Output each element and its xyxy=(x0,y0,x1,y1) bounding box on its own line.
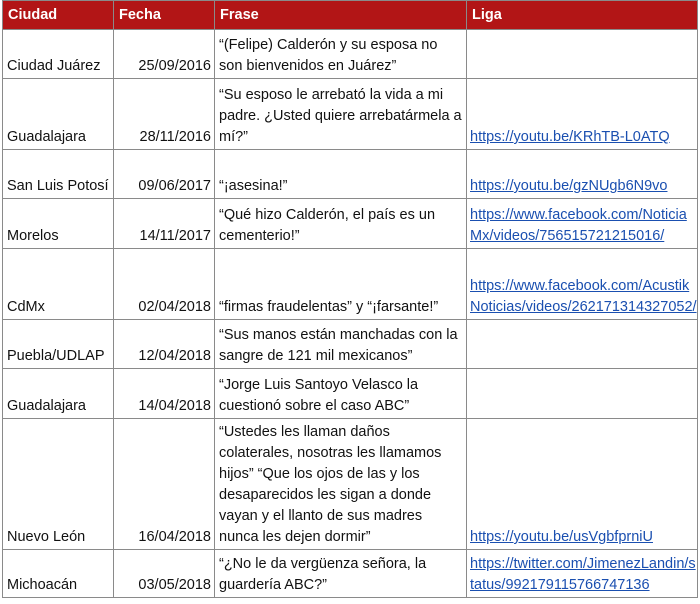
fecha-cell: 14/11/2017 xyxy=(114,199,215,249)
ciudad-cell: CdMx xyxy=(3,249,114,320)
liga-cell xyxy=(467,79,698,150)
liga-cell xyxy=(467,249,698,320)
table-row xyxy=(3,199,698,249)
liga-link[interactable]: https://youtu.be/gzNUgb6N9vo xyxy=(470,178,668,194)
liga-cell xyxy=(467,550,698,598)
liga-link[interactable]: https://youtu.be/KRhTB-L0ATQ xyxy=(470,129,670,145)
fecha-cell: 03/05/2018 xyxy=(114,550,215,598)
liga-link[interactable]: https://twitter.com/JimenezLandin/status/992179115766747136 xyxy=(470,556,696,593)
ciudad-cell: Ciudad Juárez xyxy=(3,30,114,79)
fecha-cell: 02/04/2018 xyxy=(114,249,215,320)
liga-cell xyxy=(467,30,698,79)
table-row xyxy=(3,79,698,150)
liga-link[interactable]: https://www.facebook.com/NoticiaMx/videos/756515721215016/ xyxy=(470,207,687,244)
header-frase: Frase xyxy=(215,1,467,30)
frase-cell: “Qué hizo Calderón, el país es un cementerio!” xyxy=(215,199,467,249)
liga-link[interactable]: https://youtu.be/usVgbfprniU xyxy=(470,529,653,545)
table-row xyxy=(3,550,698,598)
frase-cell: “¡asesina!” xyxy=(215,150,467,199)
table-row xyxy=(3,419,698,550)
header-fecha: Fecha xyxy=(114,1,215,30)
fecha-cell: 25/09/2016 xyxy=(114,30,215,79)
table-row xyxy=(3,320,698,369)
fecha-cell: 14/04/2018 xyxy=(114,369,215,419)
header-row xyxy=(3,1,698,30)
events-table xyxy=(2,0,698,598)
table-row xyxy=(3,150,698,199)
table-row xyxy=(3,30,698,79)
table-row xyxy=(3,249,698,320)
ciudad-cell: Guadalajara xyxy=(3,369,114,419)
frase-cell: “Ustedes les llaman daños colaterales, nosotras les llamamos hijos” “Que los ojos de las y los desaparecidos les sigan a donde vayan y el llanto de sus madres nunca les dejen dormir” xyxy=(215,419,467,550)
liga-cell xyxy=(467,199,698,249)
frase-cell: “Su esposo le arrebató la vida a mi padre. ¿Usted quiere arrebatármela a mí?” xyxy=(215,79,467,150)
frase-cell: “¿No le da vergüenza señora, la guardería ABC?” xyxy=(215,550,467,598)
header-liga: Liga xyxy=(467,1,698,30)
frase-cell: “firmas fraudelentas” y “¡farsante!” xyxy=(215,249,467,320)
liga-cell xyxy=(467,320,698,369)
fecha-cell: 16/04/2018 xyxy=(114,419,215,550)
liga-cell xyxy=(467,369,698,419)
ciudad-cell: Puebla/UDLAP xyxy=(3,320,114,369)
ciudad-cell: Guadalajara xyxy=(3,79,114,150)
frase-cell: “Jorge Luis Santoyo Velasco la cuestionó sobre el caso ABC” xyxy=(215,369,467,419)
ciudad-cell: Michoacán xyxy=(3,550,114,598)
frase-cell: “Sus manos están manchadas con la sangre de 121 mil mexicanos” xyxy=(215,320,467,369)
ciudad-cell: Nuevo León xyxy=(3,419,114,550)
frase-cell: “(Felipe) Calderón y su esposa no son bienvenidos en Juárez” xyxy=(215,30,467,79)
fecha-cell: 12/04/2018 xyxy=(114,320,215,369)
table-row xyxy=(3,369,698,419)
liga-cell xyxy=(467,150,698,199)
liga-link[interactable]: https://www.facebook.com/AcustikNoticias/videos/262171314327052/ xyxy=(470,278,697,315)
fecha-cell: 09/06/2017 xyxy=(114,150,215,199)
ciudad-cell: Morelos xyxy=(3,199,114,249)
fecha-cell: 28/11/2016 xyxy=(114,79,215,150)
liga-cell xyxy=(467,419,698,550)
ciudad-cell: San Luis Potosí xyxy=(3,150,114,199)
header-ciudad: Ciudad xyxy=(3,1,114,30)
